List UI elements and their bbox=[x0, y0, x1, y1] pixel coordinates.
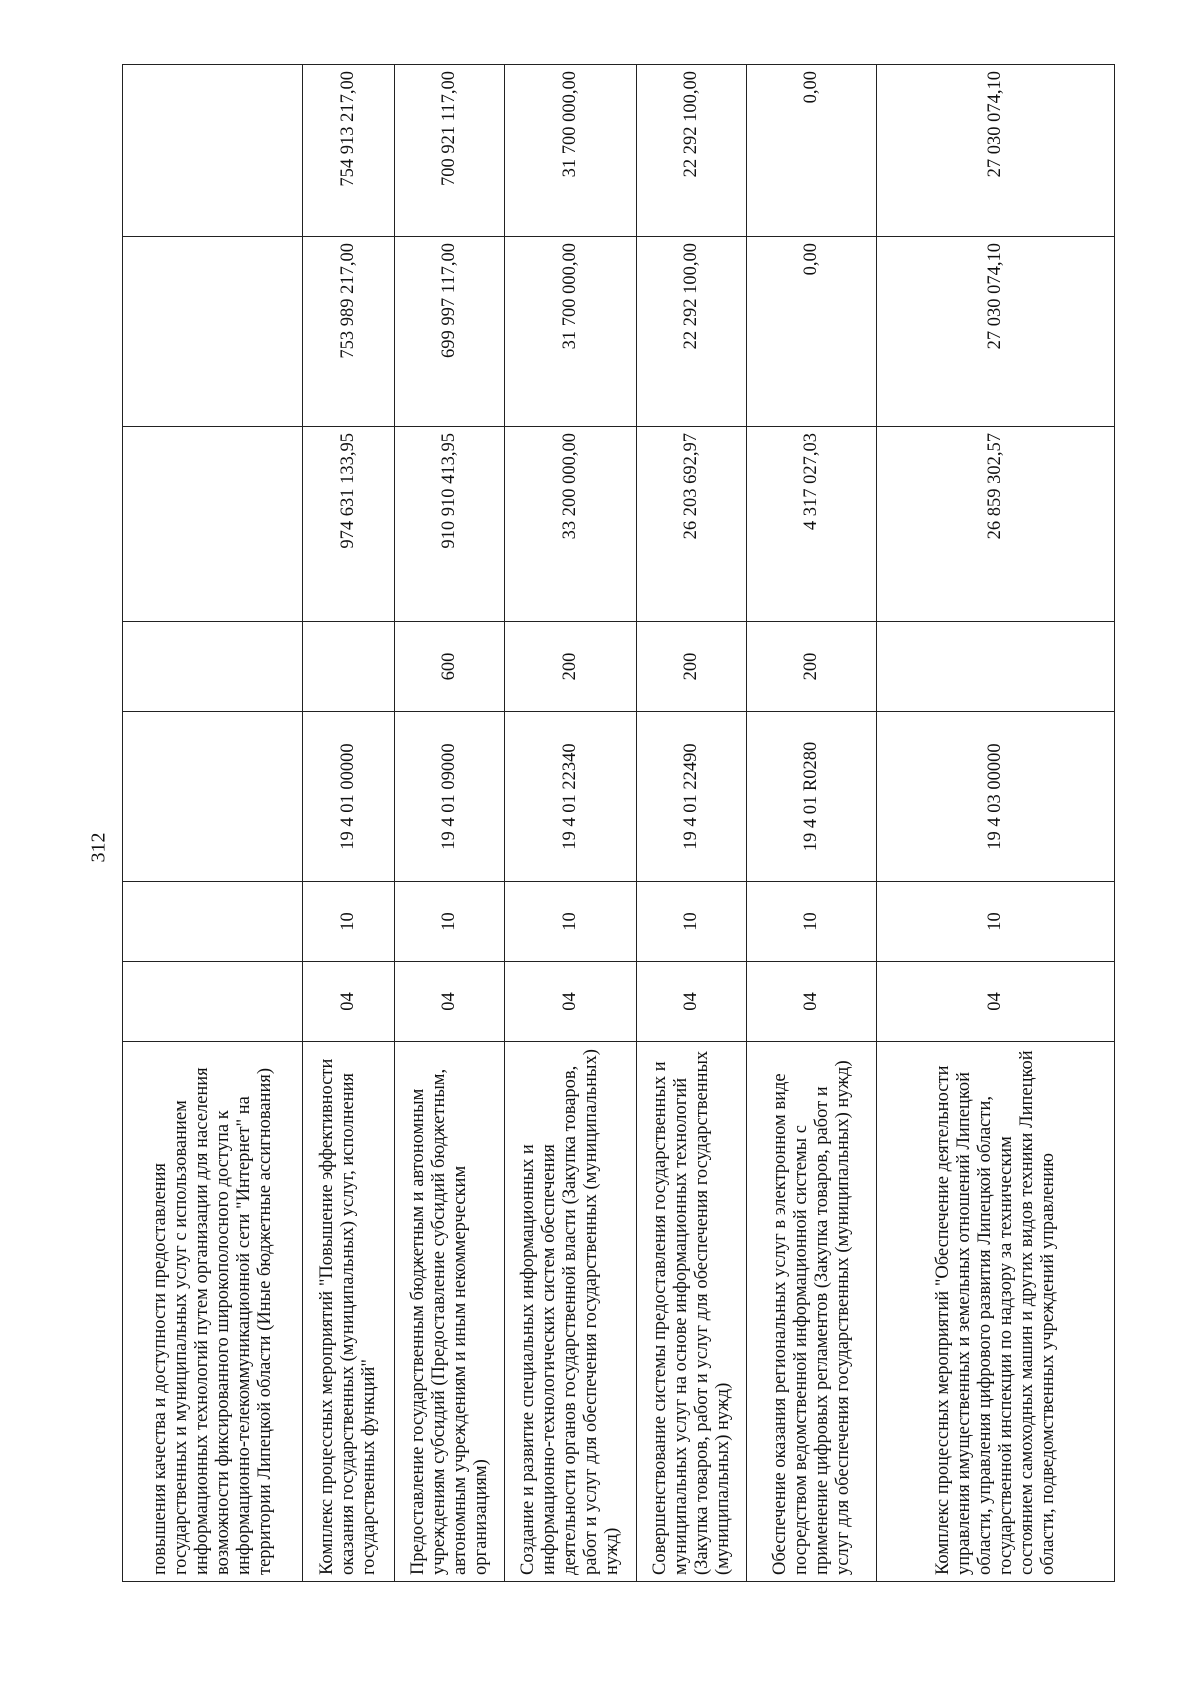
table-row bbox=[747, 65, 877, 1582]
row-description: Обеспечение оказания региональных услуг в электронном виде посредством ведомственной информационной системы с применение цифровых регламентов (Закупка товаров, работ и услуг для обеспечения государственных (муниципальных) нужд) bbox=[747, 1042, 877, 1582]
row-year-3: 754 913 217,00 bbox=[303, 65, 395, 237]
row-target: 19 4 01 09000 bbox=[395, 712, 505, 882]
row-section: 10 bbox=[395, 882, 505, 962]
row-year-3: 31 700 000,00 bbox=[505, 65, 637, 237]
table-row bbox=[123, 65, 303, 1582]
table-row bbox=[505, 65, 637, 1582]
row-year-3 bbox=[123, 65, 303, 237]
row-year-2: 31 700 000,00 bbox=[505, 237, 637, 427]
row-year-3: 0,00 bbox=[747, 65, 877, 237]
row-description: Совершенствование системы предоставления государственных и муниципальных услуг на основе информационных технологий (Закупка товаров, работ и услуг для обеспечения государственных (муниципальных) нужд) bbox=[637, 1042, 747, 1582]
table-row bbox=[877, 65, 1115, 1582]
page-number: 312 bbox=[87, 832, 110, 863]
row-grbs: 04 bbox=[637, 962, 747, 1042]
table-row bbox=[303, 65, 395, 1582]
row-year-2: 0,00 bbox=[747, 237, 877, 427]
row-year-3: 700 921 117,00 bbox=[395, 65, 505, 237]
row-target: 19 4 03 00000 bbox=[877, 712, 1115, 882]
row-year-2: 699 997 117,00 bbox=[395, 237, 505, 427]
row-year-2: 753 989 217,00 bbox=[303, 237, 395, 427]
row-description: повышения качества и доступности предоставления государственных и муниципальных услуг с использованием информационных технологий путем организации для населения возможности фиксированного широкополосного доступа к информационно-телекоммуникационной сети "Интернет" на территории Липецкой области (Иные бюджетные ассигнования) bbox=[123, 1042, 303, 1582]
table-row bbox=[395, 65, 505, 1582]
row-expense: 200 bbox=[505, 622, 637, 712]
row-description: Комплекс процессных мероприятий "Повышение эффективности оказания государственных (муниципальных) услуг, исполнения государственных функций" bbox=[303, 1042, 395, 1582]
row-description: Комплекс процессных мероприятий "Обеспечение деятельности управления имущественных и земельных отношений Липецкой области, управления цифрового развития Липецкой области, государственной инспекции по надзору за техническим состоянием самоходных машин и других видов техники Липецкой области, подведомственных учреждений управлению bbox=[877, 1042, 1115, 1582]
budget-table bbox=[122, 64, 1115, 1582]
row-year-3: 27 030 074,10 bbox=[877, 65, 1115, 237]
row-section: 10 bbox=[505, 882, 637, 962]
row-description: Предоставление государственным бюджетным и автономным учреждениям субсидий (Предоставление субсидий бюджетным, автономным учреждениям и иным некоммерческим организациям) bbox=[395, 1042, 505, 1582]
row-year-1: 26 859 302,57 bbox=[877, 427, 1115, 622]
row-year-1: 26 203 692,97 bbox=[637, 427, 747, 622]
row-year-1 bbox=[123, 427, 303, 622]
row-grbs: 04 bbox=[747, 962, 877, 1042]
table-row bbox=[637, 65, 747, 1582]
row-year-1: 4 317 027,03 bbox=[747, 427, 877, 622]
row-year-2 bbox=[123, 237, 303, 427]
row-expense: 200 bbox=[747, 622, 877, 712]
row-year-1: 910 910 413,95 bbox=[395, 427, 505, 622]
row-year-1: 974 631 133,95 bbox=[303, 427, 395, 622]
row-section: 10 bbox=[747, 882, 877, 962]
row-section bbox=[123, 882, 303, 962]
row-year-2: 22 292 100,00 bbox=[637, 237, 747, 427]
row-expense bbox=[123, 622, 303, 712]
row-target: 19 4 01 22340 bbox=[505, 712, 637, 882]
row-description: Создание и развитие специальных информационных и информационно-технологических систем обеспечения деятельности органов государственной власти (Закупка товаров, работ и услуг для обеспечения государственных (муниципальных) нужд) bbox=[505, 1042, 637, 1582]
row-grbs: 04 bbox=[877, 962, 1115, 1042]
row-section: 10 bbox=[303, 882, 395, 962]
row-grbs: 04 bbox=[505, 962, 637, 1042]
row-expense bbox=[877, 622, 1115, 712]
row-expense: 200 bbox=[637, 622, 747, 712]
row-year-1: 33 200 000,00 bbox=[505, 427, 637, 622]
row-grbs: 04 bbox=[303, 962, 395, 1042]
row-target bbox=[123, 712, 303, 882]
row-expense bbox=[303, 622, 395, 712]
row-grbs bbox=[123, 962, 303, 1042]
rotated-table-container bbox=[122, 65, 1114, 1582]
row-year-3: 22 292 100,00 bbox=[637, 65, 747, 237]
row-target: 19 4 01 00000 bbox=[303, 712, 395, 882]
row-year-2: 27 030 074,10 bbox=[877, 237, 1115, 427]
table-body bbox=[123, 65, 1115, 1582]
row-expense: 600 bbox=[395, 622, 505, 712]
row-grbs: 04 bbox=[395, 962, 505, 1042]
row-target: 19 4 01 R0280 bbox=[747, 712, 877, 882]
row-section: 10 bbox=[877, 882, 1115, 962]
row-section: 10 bbox=[637, 882, 747, 962]
row-target: 19 4 01 22490 bbox=[637, 712, 747, 882]
